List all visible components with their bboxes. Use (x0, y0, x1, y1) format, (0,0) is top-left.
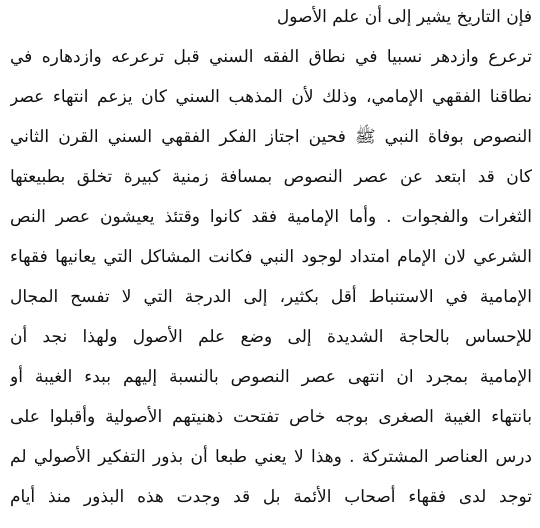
text-line-1: فإن التاريخ يشير إلى أن علم الأصول (276, 7, 532, 27)
text-line-3: نطاقنا الفقهي الإمامي، وذلك لأن المذهب السني كان يزعم انتهاء عصر (10, 87, 532, 107)
text-line-9: للإحساس بالحاجة الشديدة إلى وضع علم الأصول ولهذا نجد أن (10, 327, 532, 347)
text-line-10: الإمامية بمجرد ان انتهى عصر النصوص بالنسبة إليهم ببدء الغيبة أو (10, 367, 532, 387)
text-line-2: ترعرع وازدهر نسبيا في نطاق الفقه السني قبل ترعرعه وازدهاره في (10, 47, 532, 67)
text-line-8: الإمامية في الاستنباط أقل بكثير، إلى الدرجة التي لا تفسح المجال (10, 287, 532, 307)
text-line-13: توجد لدى فقهاء أصحاب الأئمة بل قد وجدت هذه البذور منذ أيام (10, 487, 532, 507)
text-line-12: درس العناصر المشتركة . وهذا لا يعني طبعا أن بذور التفكير الأصولي لم (10, 447, 532, 467)
text-line-5: كان قد ابتعد عن عصر النصوص بمسافة زمنية كبيرة تخلق بطبيعتها (10, 167, 532, 187)
text-line-6: الثغرات والفجوات . وأما الإمامية فقد كانوا وقتئذ يعيشون عصر النص (10, 207, 532, 227)
text-line-11: بانتهاء الغيبة الصغرى بوجه خاص تفتحت ذهنيتهم الأصولية وأقبلوا على (10, 407, 532, 427)
text-line-7: الشرعي لان الإمام امتداد لوجود النبي فكانت المشاكل التي يعانيها فقهاء (10, 247, 532, 267)
text-line-4: النصوص بوفاة النبي ﷺ فحين اجتاز الفكر الفقهي السني القرن الثاني (10, 127, 532, 147)
